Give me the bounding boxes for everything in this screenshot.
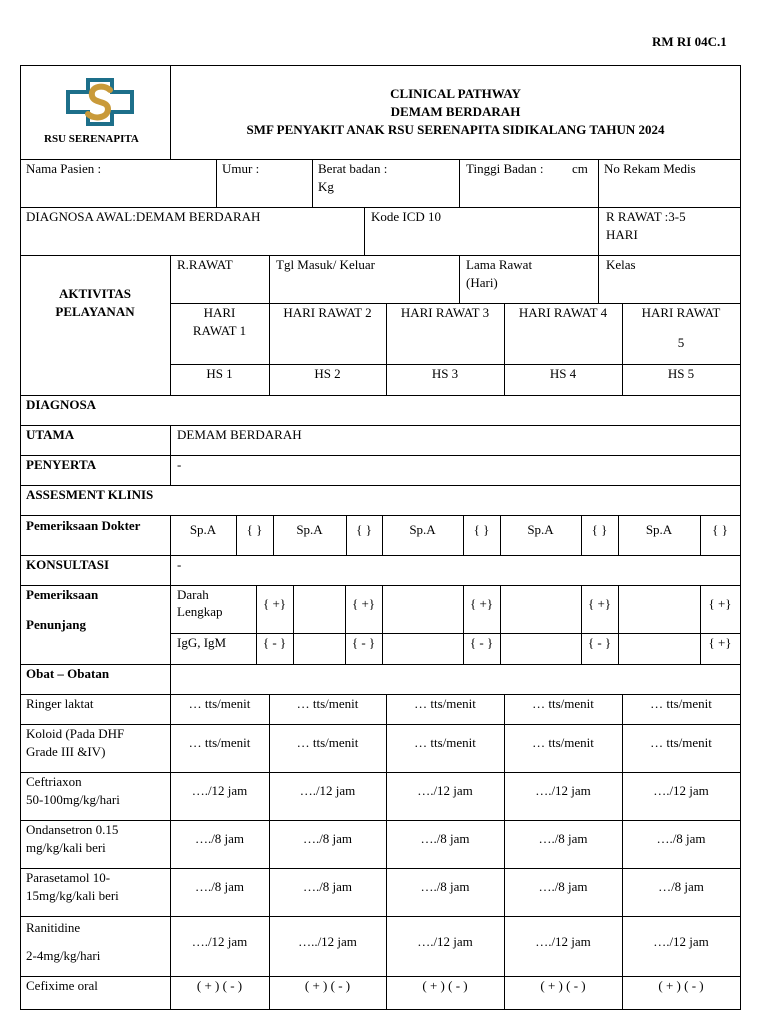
med-dose[interactable]: …./12 jam	[653, 783, 709, 798]
stay-duration-line2: HARI	[606, 227, 638, 242]
day-1-header-line2: RAWAT 1	[192, 323, 247, 338]
med-dose[interactable]: …/8 jam	[658, 879, 704, 894]
patient-height-unit: cm	[572, 161, 588, 176]
medications-section: Obat – Obatan	[26, 666, 110, 681]
doctor-check-1[interactable]: { }	[246, 522, 263, 537]
hs-4: HS 4	[549, 366, 577, 381]
med-dose[interactable]: …./12 jam	[191, 934, 248, 949]
cbc-label-line1: Darah	[177, 587, 209, 602]
igg-day-1[interactable]: { - }	[262, 635, 287, 650]
length-of-stay-line2: (Hari)	[466, 275, 498, 290]
med-dose[interactable]: …./8 jam	[194, 831, 245, 846]
med-name: Ranitidine	[26, 920, 81, 935]
med-name: 15mg/kg/kali beri	[26, 888, 119, 903]
med-name: Ringer laktat	[26, 696, 94, 711]
day-4-header: HARI RAWAT 4	[518, 305, 608, 320]
admission-date-label: Tgl Masuk/ Keluar	[276, 257, 375, 272]
cbc-day-2[interactable]: { +}	[351, 596, 376, 611]
main-diagnosis-label: UTAMA	[26, 427, 75, 442]
med-dose[interactable]: … tts/menit	[296, 696, 359, 711]
room-label: R.RAWAT	[177, 257, 233, 272]
igg-day-5[interactable]: { +}	[708, 635, 732, 650]
stay-duration-line1: R RAWAT :3-5	[606, 209, 686, 224]
med-name: Ondansetron 0.15	[26, 822, 119, 837]
page-title-line2: DEMAM BERDARAH	[390, 104, 521, 119]
patient-height-label: Tinggi Badan :	[466, 161, 544, 176]
med-name: 2-4mg/kg/hari	[26, 948, 101, 963]
logo-text: RSU SERENAPITA	[44, 133, 139, 145]
page-title-line1: CLINICAL PATHWAY	[390, 86, 521, 101]
doctor-check-2[interactable]: { }	[356, 522, 372, 537]
cbc-day-4[interactable]: { +}	[587, 596, 612, 611]
med-dose[interactable]: … tts/menit	[414, 735, 476, 750]
doctor-check-5[interactable]: { }	[712, 522, 728, 537]
med-dose[interactable]: …./8 jam	[420, 879, 470, 894]
igg-igm-label: IgG, IgM	[177, 635, 227, 650]
hs-1: HS 1	[206, 366, 233, 381]
med-dose[interactable]: …./12 jam	[191, 783, 248, 798]
med-dose[interactable]: … tts/menit	[296, 735, 359, 750]
med-name: Grade III &IV)	[26, 744, 106, 759]
doctor-day-3: Sp.A	[409, 522, 436, 537]
hs-2: HS 2	[314, 366, 341, 381]
doctor-check-4[interactable]: { }	[591, 522, 608, 537]
activity-label-line2: PELAYANAN	[55, 304, 135, 319]
patient-weight-unit: Kg	[318, 179, 334, 194]
day-2-header: HARI RAWAT 2	[283, 305, 372, 320]
day-3-header: HARI RAWAT 3	[400, 305, 490, 320]
med-dose[interactable]: …./8 jam	[302, 879, 353, 894]
med-dose[interactable]: … tts/menit	[188, 696, 251, 711]
cefixime-day-3[interactable]: ( + ) ( - )	[422, 978, 468, 993]
cbc-day-1[interactable]: { +}	[262, 596, 287, 611]
med-dose[interactable]: …./8 jam	[656, 831, 706, 846]
document-code: RM RI 04C.1	[652, 34, 727, 49]
med-dose[interactable]: …./8 jam	[538, 831, 588, 846]
med-name: mg/kg/kali beri	[26, 840, 106, 855]
supporting-exam-line2: Penunjang	[26, 617, 86, 632]
med-name: 50-100mg/kg/hari	[26, 792, 120, 807]
med-dose[interactable]: … tts/menit	[532, 696, 594, 711]
med-dose[interactable]: …./12 jam	[417, 934, 473, 949]
cbc-day-3[interactable]: { +}	[469, 596, 494, 611]
activity-label-line1: AKTIVITAS	[58, 286, 131, 301]
hospital-logo	[64, 76, 136, 128]
med-name: Koloid (Pada DHF	[26, 726, 125, 741]
diagnosis-section: DIAGNOSA	[26, 397, 97, 412]
cefixime-day-1[interactable]: ( + ) ( - )	[196, 978, 243, 993]
page-title-line3: SMF PENYAKIT ANAK RSU SERENAPITA SIDIKALANG TAHUN 2024	[246, 122, 665, 137]
med-dose[interactable]: …./8 jam	[194, 879, 245, 894]
med-dose[interactable]: …./8 jam	[420, 831, 470, 846]
supporting-exam-line1: Pemeriksaan	[26, 587, 99, 602]
igg-day-3[interactable]: { - }	[469, 635, 494, 650]
medical-record-label: No Rekam Medis	[604, 161, 696, 176]
med-dose[interactable]: …./8 jam	[538, 879, 588, 894]
cbc-day-5[interactable]: { +}	[708, 596, 732, 611]
consultation-label: KONSULTASI	[26, 557, 110, 572]
doctor-exam-label: Pemeriksaan Dokter	[26, 518, 141, 533]
med-dose[interactable]: … tts/menit	[414, 696, 476, 711]
med-dose[interactable]: …../12 jam	[298, 934, 357, 949]
med-dose[interactable]: … tts/menit	[650, 735, 712, 750]
igg-day-2[interactable]: { - }	[351, 635, 376, 650]
cefixime-label: Cefixime oral	[26, 978, 98, 993]
med-dose[interactable]: …./8 jam	[302, 831, 353, 846]
class-label: Kelas	[606, 257, 636, 272]
cefixime-day-2[interactable]: ( + ) ( - )	[304, 978, 351, 993]
day-5-header-line2: 5	[677, 335, 685, 350]
med-dose[interactable]: … tts/menit	[188, 735, 251, 750]
med-dose[interactable]: …./12 jam	[535, 934, 591, 949]
length-of-stay-line1: Lama Rawat	[466, 257, 533, 272]
cbc-label-line2: Lengkap	[177, 604, 223, 619]
day-5-header-line1: HARI RAWAT	[641, 305, 721, 320]
med-dose[interactable]: … tts/menit	[650, 696, 712, 711]
doctor-day-4: Sp.A	[527, 522, 554, 537]
cefixime-day-4[interactable]: ( + ) ( - )	[540, 978, 586, 993]
med-name: Parasetamol 10-	[26, 870, 111, 885]
med-dose[interactable]: … tts/menit	[532, 735, 594, 750]
patient-weight-label: Berat badan :	[318, 161, 388, 176]
doctor-check-3[interactable]: { }	[473, 522, 490, 537]
med-dose[interactable]: …./12 jam	[653, 934, 709, 949]
patient-name-label: Nama Pasien :	[26, 161, 102, 176]
med-dose[interactable]: …./12 jam	[417, 783, 473, 798]
med-dose[interactable]: …./12 jam	[299, 783, 356, 798]
day-1-header-line1: HARI	[203, 305, 236, 320]
med-name: Ceftriaxon	[26, 774, 82, 789]
initial-diagnosis: DIAGNOSA AWAL:DEMAM BERDARAH	[26, 209, 261, 224]
igg-day-4[interactable]: { - }	[587, 635, 612, 650]
patient-age-label: Umur :	[222, 161, 260, 176]
consultation-value: -	[177, 557, 182, 572]
hs-5: HS 5	[667, 366, 695, 381]
comorbidity-label: PENYERTA	[26, 457, 97, 472]
comorbidity-value: -	[177, 457, 182, 472]
icd-code-label: Kode ICD 10	[371, 209, 442, 224]
cefixime-day-5[interactable]: ( + ) ( - )	[658, 978, 704, 993]
doctor-day-2: Sp.A	[296, 522, 323, 537]
med-dose[interactable]: …./12 jam	[535, 783, 591, 798]
doctor-day-1: Sp.A	[189, 522, 217, 537]
main-diagnosis-value: DEMAM BERDARAH	[177, 427, 302, 442]
doctor-day-5: Sp.A	[645, 522, 673, 537]
hs-3: HS 3	[431, 366, 459, 381]
clinical-assessment-section: ASSESMENT KLINIS	[26, 487, 154, 502]
